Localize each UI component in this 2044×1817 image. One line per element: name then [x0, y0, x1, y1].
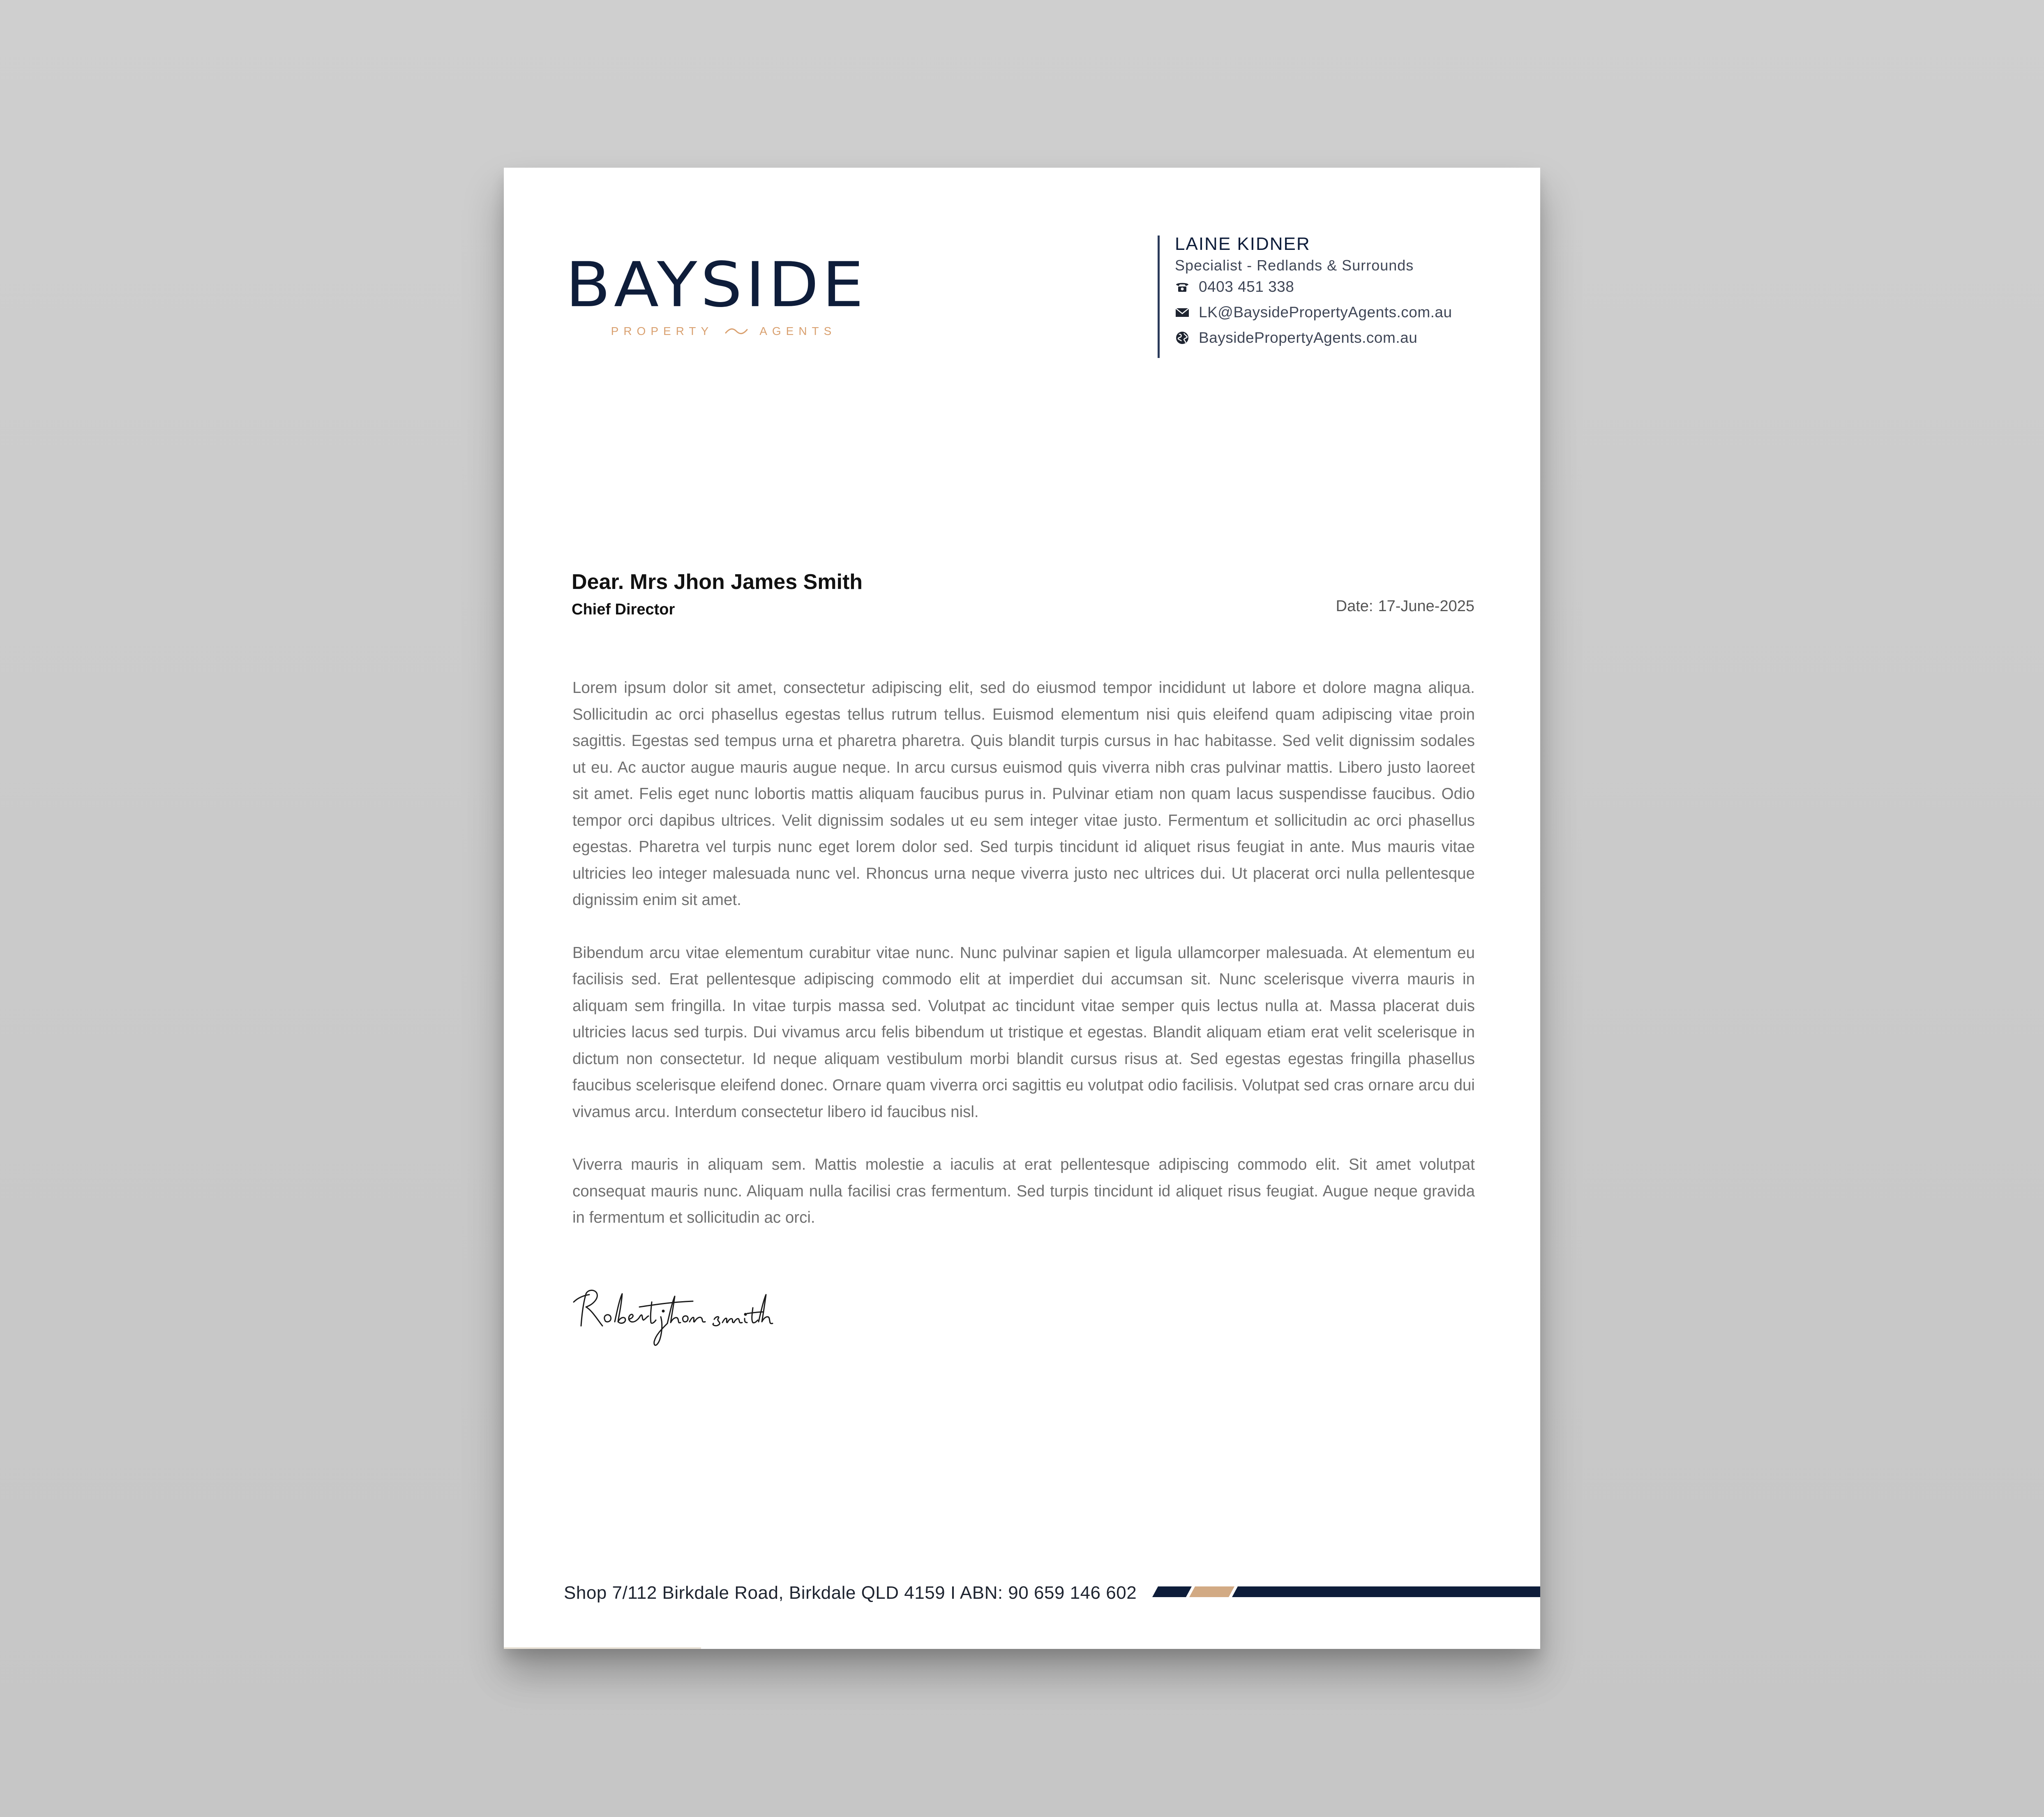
letterhead-page [504, 168, 1540, 1649]
contact-name: LAINE KIDNER [1175, 234, 1310, 254]
envelope-icon [1175, 304, 1191, 321]
body-paragraph: Lorem ipsum dolor sit amet, consectetur adipiscing elit, sed do eiusmod tempor incididunt ut labore et dolore magna aliqua. Sollicitudin ac orci phasellus egestas tellus rutrum tellus. Euismod elementum nisi quis eleifend quam adipiscing vitae proin sagittis. Egestas sed tempus urna et pharetra pharetra. Quis blandit turpis cursus in hac habitasse. Sed velit dignissim sodales ut eu. Ac auctor augue mauris augue neque. In arcu cursus euismod quis viverra nibh cras pulvinar mattis. Libero justo laoreet sit amet. Felis eget nunc lobortis mattis aliquam faucibus purus in. Pulvinar etiam non quam lacus suspendisse faucibus. Odio tempor orci dapibus ultrices. Velit dignissim sodales ut eu sem integer vitae justo. Fermentum et sollicitudin ac orci phasellus egestas. Pharetra vel turpis nunc eget lorem dolor sed. Sed turpis tincidunt id aliquet risus feugiat in ante. Mus mauris vitae ultricies leo integer malesuada nunc vel. Rhoncus urna neque viverra justo nec ultrices dui. Ut placerat orci nulla pellentesque dignissim enim sit amet. [572, 679, 1475, 909]
contact-website[interactable]: BaysidePropertyAgents.com.au [1199, 329, 1418, 346]
contact-phone-row [1175, 274, 1452, 300]
logo-tagline-left: PROPERTY [611, 325, 714, 337]
bayside-logo [565, 248, 882, 338]
body-paragraph: Bibendum arcu vitae elementum curabitur vitae nunc. Nunc pulvinar sapien et ligula ullamcorper malesuada. At elementum eu facilisis sed. Erat pellentesque adipiscing commodo elit at imperdiet dui accumsan sit. Nunc scelerisque viverra mauris in aliquam sem fringilla. In vitae turpis massa sed. Volutpat ac tincidunt vitae semper quis lectus nulla at. Massa placerat duis ultricies lacus sed turpis. Dui vivamus arcu felis bibendum ut tristique et egestas. Blandit aliquam etiam erat velit scelerisque in dictum non consectetur. Id neque aliquam vestibulum morbi blandit cursus risus at. Sed egestas egestas fringilla phasellus faucibus scelerisque eleifend donec. Ornare quam viverra orci sagittis eu volutpat odio facilisis. Volutpat sed cras ornare arcu dui vivamus arcu. Interdum consectetur libero id faucibus nisl. [572, 944, 1475, 1121]
handwritten-signature [570, 1277, 816, 1351]
contact-phone: 0403 451 338 [1199, 278, 1294, 295]
logo-wordmark: BAYSIDE [565, 248, 867, 321]
phone-icon [1175, 279, 1191, 295]
letter-date [1336, 598, 1474, 615]
globe-icon [1175, 330, 1191, 346]
page-edge-accent [504, 1647, 701, 1649]
contact-website-row [1175, 325, 1452, 351]
contact-email[interactable]: LK@BaysidePropertyAgents.com.au [1199, 304, 1452, 321]
letter-body [572, 675, 1475, 1258]
logo-tagline-right: AGENTS [759, 325, 837, 337]
contact-block [1158, 235, 1452, 358]
recipient-role: Chief Director [572, 601, 675, 618]
wave-icon [725, 327, 748, 335]
body-paragraph: Viverra mauris in aliquam sem. Mattis molestie a iaculis at erat pellentesque adipiscing commodo elit. Sit amet volutpat consequat mauris nunc. Aliquam nulla facilisi cras fermentum. Sed turpis tincidunt id aliquet risus feugiat. Augue neque gravida in fermentum et sollicitudin ac orci. [572, 1156, 1475, 1226]
footer-stripe-graphic [1152, 1586, 1540, 1600]
contact-title: Specialist - Redlands & Surrounds [1175, 257, 1414, 274]
date-label: Date: [1336, 598, 1373, 615]
footer-address: Shop 7/112 Birkdale Road, Birkdale QLD 4159 I ABN: 90 659 146 602 [564, 1583, 1137, 1603]
recipient-name: Dear. Mrs Jhon James Smith [572, 570, 863, 594]
date-value: 17-June-2025 [1378, 598, 1474, 615]
contact-email-row [1175, 300, 1452, 325]
logo-tagline [565, 325, 882, 338]
